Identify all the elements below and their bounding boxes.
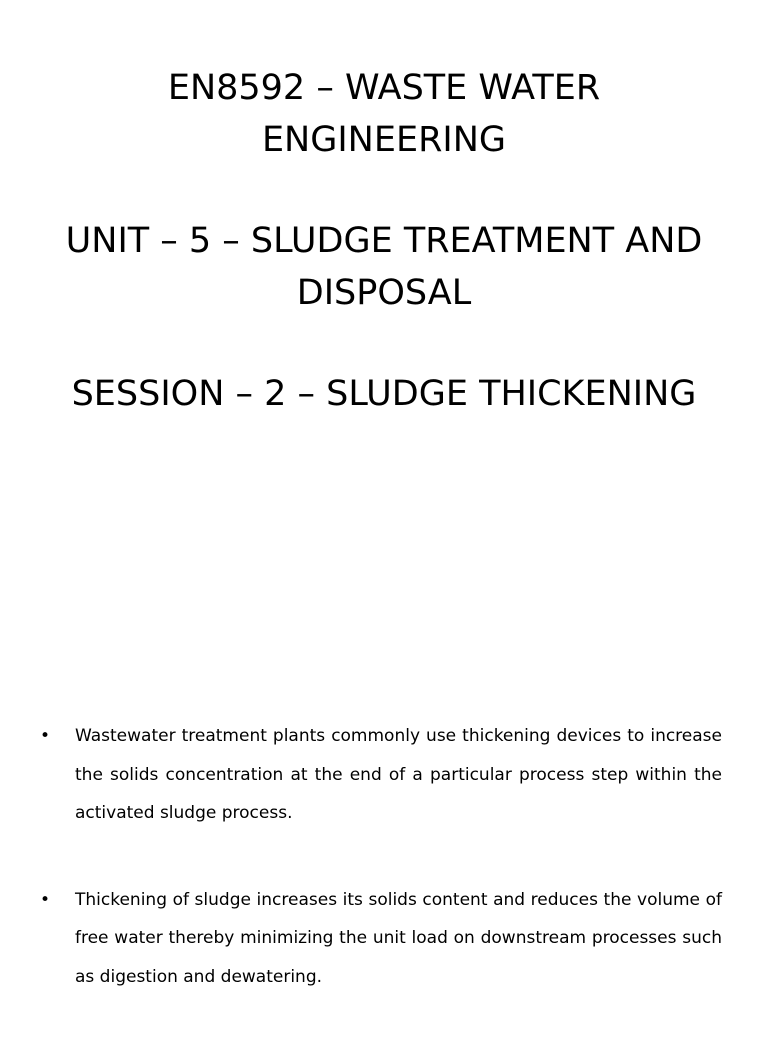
session-title	[0, 368, 768, 420]
session-title-line: SESSION – 2 – SLUDGE THICKENING	[71, 374, 697, 414]
bullet-marker: •	[40, 726, 51, 746]
bullet-list	[40, 717, 722, 1044]
course-title	[0, 62, 768, 166]
unit-title	[0, 215, 768, 319]
title-block	[0, 62, 768, 469]
bullet-text: Wastewater treatment plants commonly use thickening devices to increase the solids concentration at the end of a particular process step within the activated sludge process.	[75, 726, 722, 823]
unit-title-line-1: UNIT – 5 – SLUDGE TREATMENT AND	[65, 221, 703, 261]
list-item	[40, 881, 722, 997]
course-title-line-2: ENGINEERING	[261, 120, 507, 160]
bullet-text: Thickening of sludge increases its solids content and reduces the volume of free water thereby minimizing the unit load on downstream processes such as digestion and dewatering.	[75, 889, 722, 987]
bullet-marker: •	[40, 889, 51, 910]
unit-title-line-2: DISPOSAL	[296, 273, 472, 313]
course-title-line-1: EN8592 – WASTE WATER	[167, 68, 601, 108]
list-item	[40, 717, 722, 833]
